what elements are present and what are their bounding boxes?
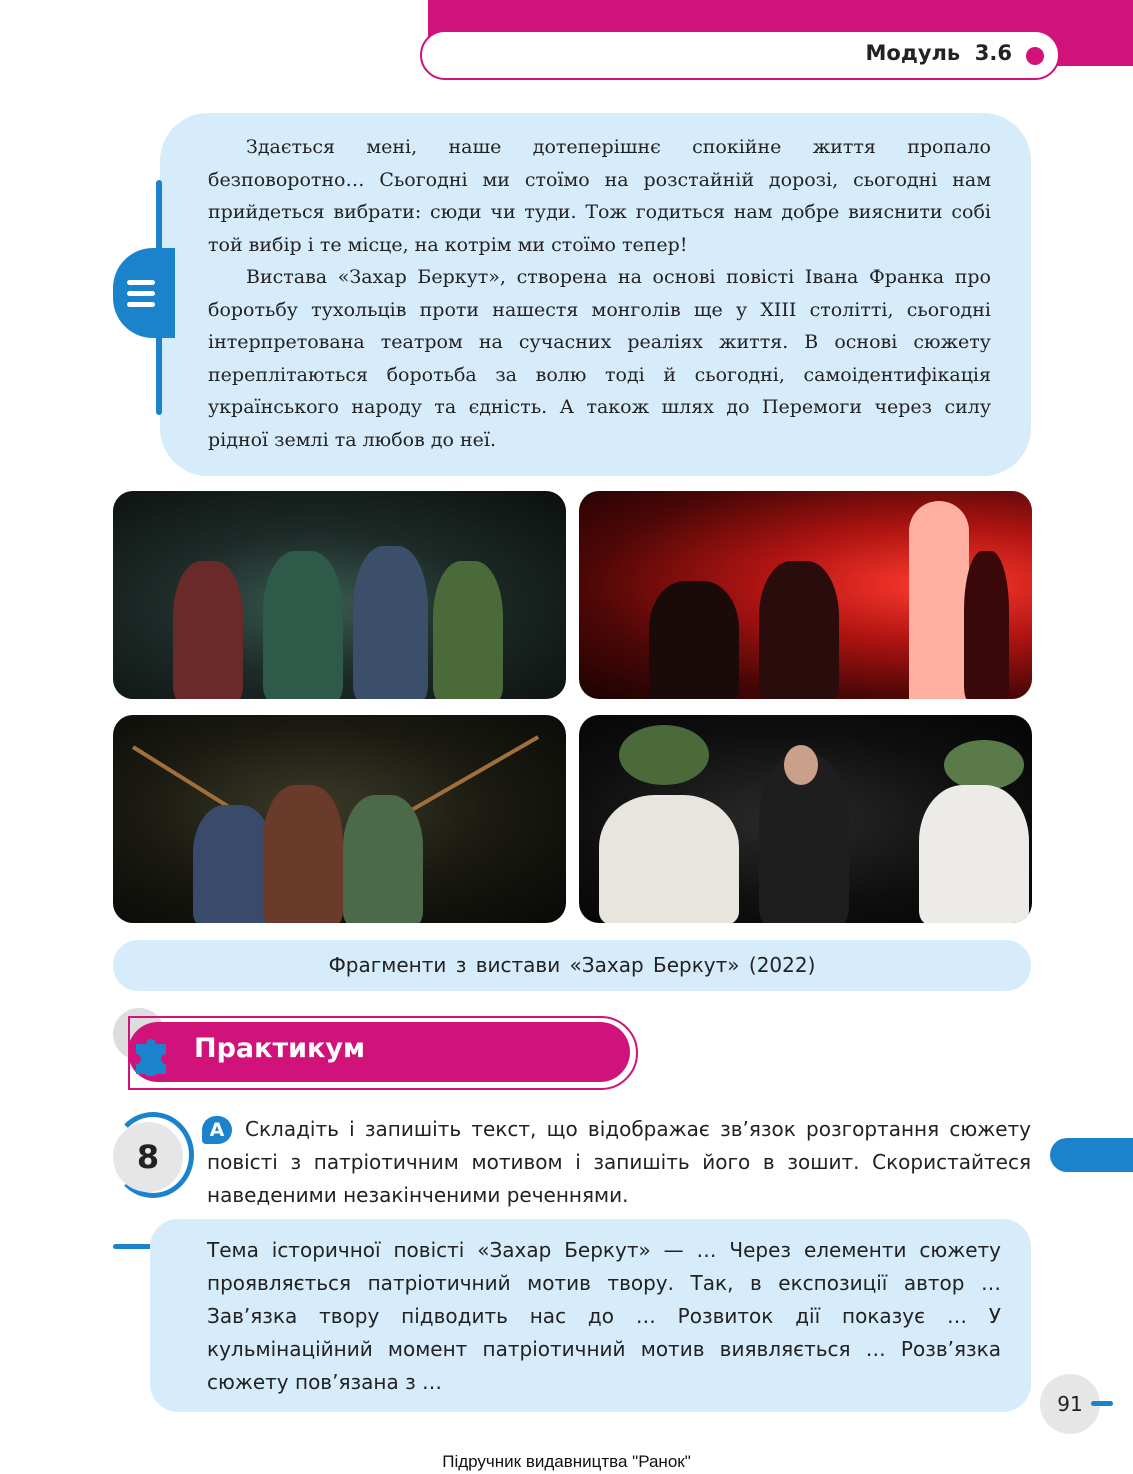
photo-red-stage (579, 491, 1032, 699)
puzzle-icon (130, 1030, 176, 1076)
module-dot-icon (1026, 47, 1044, 65)
page-number: 91 (1040, 1374, 1100, 1434)
photos-caption: Фрагменти з вистави «Захар Беркут» (2022) (113, 940, 1031, 991)
module-header (420, 30, 1060, 80)
template-box (150, 1219, 1031, 1412)
quote-paragraph-2: Вистава «Захар Беркут», створена на основі повісті Івана Франка про боротьбу тухольців проти нашестя монголів ще у XIII столітті, сьогодні інтерпретована театром на сучасних реаліях життя. В основі сюжету переплітаються боротьба за волю тоді й сьогодні, самоідентифікація українського народу та єдність. А також шлях до Перемоги через силу рідної землі та любов до неї. (208, 266, 991, 451)
text-lines-icon (113, 248, 175, 338)
photo-actors-with-staffs (113, 715, 566, 923)
quote-box (160, 113, 1031, 476)
level-badge: А (202, 1116, 232, 1144)
module-label: Модуль 3.6 (865, 41, 1012, 65)
task-number: 8 (113, 1122, 183, 1192)
page-number-dash (1091, 1401, 1113, 1406)
practicum-title: Практикум (194, 1033, 366, 1064)
side-tab (1050, 1138, 1133, 1172)
photo-wreaths-scene (579, 715, 1032, 923)
footer-publisher: Підручник видавництва "Ранок" (442, 1452, 691, 1471)
task-instruction: Складіть і запишіть текст, що відображає зв’язок розгортання сюжету повісті з патріотичним мотивом і запишіть його в зошит. Скористайтеся наведеними незакінченими реченнями. (207, 1117, 1031, 1207)
photo-actors-green (113, 491, 566, 699)
quote-paragraph-1: Здається мені, наше дотеперішнє спокійне життя пропало безповоротно… Сьогодні ми стоїмо на розстайній дорозі, сьогодні нам прийдеться вибрати: сюди чи туди. Тож годиться нам добре вияснити собі той вибір і те місце, на котрім ми стоїмо тепер! (208, 136, 991, 256)
template-text: Тема історичної повісті «Захар Беркут» — … Через елементи сюжету проявляється патріотичний мотив твору. Так, в експозиції автор … Зав’язка твору підводить нас до … Розвиток дії показує … У кульмінаційний момент патріотичний мотив виявляється … Розв’язка сюжету пов’язана з … (207, 1238, 1001, 1394)
